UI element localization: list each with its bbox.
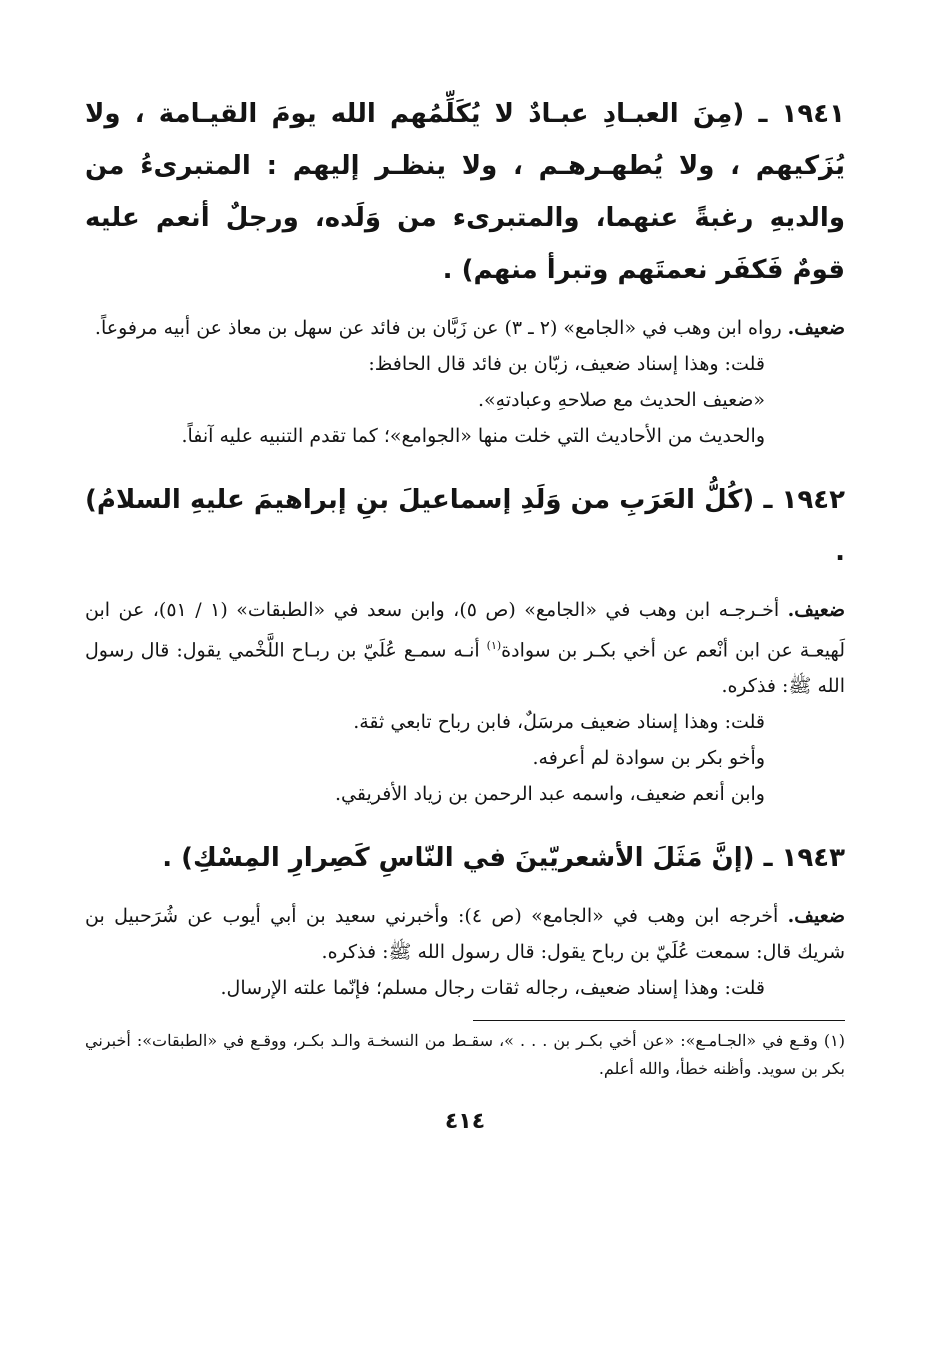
hadith-1943-heading: ١٩٤٣ ـ (إنَّ مَثَلَ الأشعريّينَ في النّاسِ كَصِرارِ المِسْكِ) .: [162, 843, 845, 874]
hadith-1943-grade: ضعيف.: [787, 905, 845, 928]
footnote-reference[interactable]: (١): [486, 639, 502, 652]
hadith-1941-grade: ضعيف.: [787, 317, 845, 339]
hadith-1942-comment-3: وابن أنعم ضعيف، واسمه عبد الرحمن بن زياد الأفريقي.: [335, 783, 765, 806]
hadith-1941-comment-2: «ضعيف الحديث مع صلاحهِ وعبادتهِ».: [477, 389, 765, 411]
hadith-1943-comment-1: قلت: وهذا إسناد ضعيف، رجاله ثقات رجال مسلم؛ فإنّما علته الإرسال.: [220, 977, 765, 1000]
footnote-1: (١) وقـع في «الجـامـع»: «عن أخي بكـر بن . . . »، سقـط من النسخـة والـد بكـر، ووقـع في «الطبقات»: أخبرني بكر بن سويد. وأظنه خطأ، والله أعلم.: [85, 1031, 845, 1079]
hadith-1942-takhrij-text-a: أخـرجـه ابن وهب في «الجامع» (ص ٥)، وابن سعد في «الطبقات» (١ / ٥١)، عن ابن لَهيعـة عن ابن أنْعم عن أخي بكـر بن سوادة: [85, 599, 845, 662]
footnote-divider: [473, 1020, 845, 1021]
hadith-1942-grade: ضعيف.: [787, 599, 845, 621]
hadith-1943-takhrij-text: أخرجه ابن وهب في «الجامع» (ص ٤): وأخبرني سعيد بن أبي أيوب عن شُرَحبيل بن شريك قال: سمعت عُلَيّ بن رباح يقول: قال رسول الله ﷺ: فذكره.: [85, 905, 845, 964]
page-number: ٤١٤: [444, 1109, 486, 1135]
hadith-1941-comment-1: قلت: وهذا إسناد ضعيف، زبّان بن فائد قال الحافظ:: [368, 353, 765, 375]
hadith-1942-heading: ١٩٤٢ ـ (كُلُّ العَرَبِ من وَلَدِ إسماعيلَ بنِ إبراهيمَ عليهِ السلامُ) .: [85, 485, 845, 567]
hadith-1941-takhrij: [85, 310, 845, 346]
hadith-1941-takhrij-text: رواه ابن وهب في «الجامع» (٢ ـ ٣) عن زَبَّان بن فائد عن سهل بن معاذ عن أبيه مرفوعاً.: [94, 317, 788, 339]
book-page: [85, 88, 845, 1354]
hadith-1942-takhrij: [85, 592, 845, 704]
hadith-1941-heading: ١٩٤١ ـ (مِنَ العبـادِ عبـادٌ لا يُكَلِّمُهم الله يومَ القيـامة ، ولا يُزَكيهم ، ولا يُطهـرهـم ، ولا ينظـر إليهم : المتبرىءُ من والديهِ رغبةً عنهما، والمتبرىء من وَلَده، ورجلٌ أنعم عليه قومٌ فَكفَر نعمتَهم وتبرأ منهم) .: [85, 99, 845, 285]
hadith-1941-comment-3: والحديث من الأحاديث التي خلت منها «الجوامع»؛ كما تقدم التنبيه عليه آنفاً.: [181, 425, 765, 447]
hadith-1942-comment-1: قلت: وهذا إسناد ضعيف مرسَلٌ، فابن رباح تابعي ثقة.: [353, 711, 765, 734]
hadith-1942-takhrij-text-b: أنـه سمـع عُلَيّ بن ربـاح اللَّخْمي يقول: قال رسول الله ﷺ: فذكره.: [85, 639, 845, 698]
hadith-1942-comment-2: وأخو بكر بن سوادة لم أعرفه.: [532, 747, 765, 770]
hadith-1943-takhrij: [85, 898, 845, 970]
